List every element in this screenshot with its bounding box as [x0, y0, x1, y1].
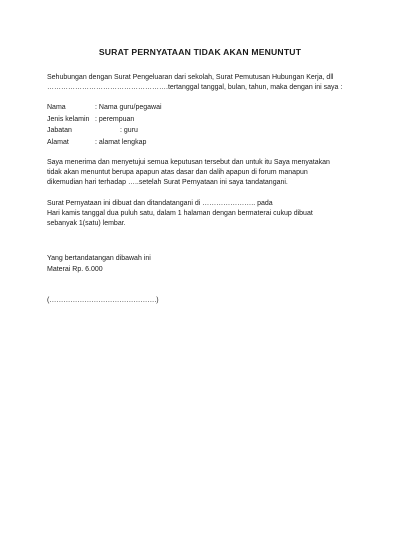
- intro-line-2: …………………………………………….tertanggal tanggal, bulan, tahun, maka dengan ini saya :: [47, 84, 343, 91]
- field-value-jabatan: : guru: [120, 127, 138, 134]
- closing-line-2: Hari kamis tanggal dua puluh satu, dalam 1 halaman dengan bermaterai cukup dibuat: [47, 210, 313, 217]
- statement-line-2: tidak akan menuntut berupa apapun atas dasar dan dalih apapun di forum manapun: [47, 169, 308, 176]
- statement-line-3: dikemudian hari terhadap …..setelah Surat Pernyataan ini saya tandatangani.: [47, 179, 288, 186]
- statement-line-1: Saya menerima dan menyetujui semua keputusan tersebut dan untuk itu Saya menyatakan: [47, 159, 330, 166]
- field-label-nama: Nama: [47, 104, 66, 111]
- stamp-label: Materai Rp. 6.000: [47, 266, 103, 273]
- signer-label: Yang bertandatangan dibawah ini: [47, 255, 151, 262]
- intro-line-1: Sehubungan dengan Surat Pengeluaran dari sekolah, Surat Pemutusan Hubungan Kerja, dll: [47, 74, 334, 81]
- closing-line-3: sebanyak 1(satu) lembar.: [47, 220, 126, 227]
- field-label-jabatan: Jabatan: [47, 127, 72, 134]
- document-title: SURAT PERNYATAAN TIDAK AKAN MENUNTUT: [98, 47, 302, 57]
- field-value-jenis-kelamin: : perempuan: [95, 116, 135, 123]
- field-label-jenis-kelamin: Jenis kelamin: [47, 116, 90, 123]
- closing-line-1: Surat Pernyataan ini dibuat dan ditandatangani di ………………….. pada: [47, 200, 273, 207]
- field-label-alamat: Alamat: [47, 139, 69, 146]
- field-value-nama: : Nama guru/pegawai: [95, 104, 162, 111]
- signature-line: (……………………………………….): [47, 297, 159, 304]
- field-value-alamat: : alamat lengkap: [95, 139, 147, 146]
